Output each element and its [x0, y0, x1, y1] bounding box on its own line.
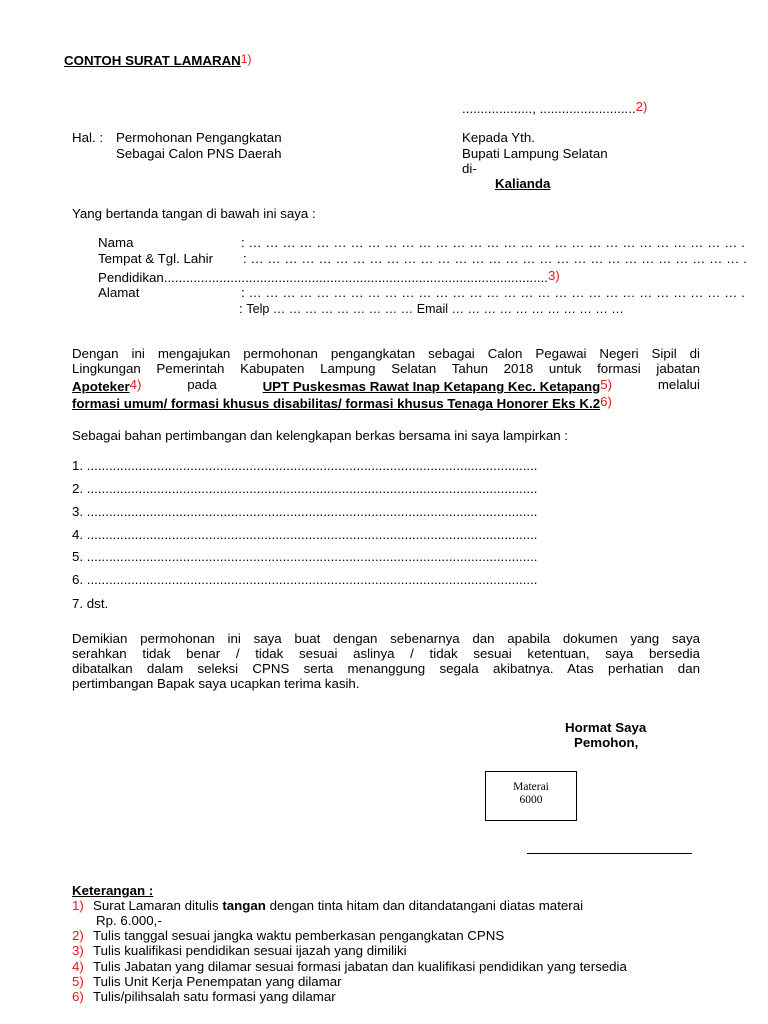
note-number: 2) — [72, 928, 84, 943]
intro-text: Yang bertanda tangan di bawah ini saya : — [72, 206, 316, 221]
closing-line-3: dibatalkan dalam seleksi CPNS serta menanggung segala akibatnya. Atas perhatian dan — [72, 661, 700, 676]
note-item — [72, 959, 627, 974]
position-ref: 4) — [129, 377, 142, 392]
regards-text: Hormat Saya — [565, 720, 647, 735]
field-contact — [239, 301, 624, 317]
note-item — [72, 928, 504, 943]
field-name-dots: : … … … … … … … … … … … … … … … … … … … … … … … … … … … … … . — [241, 235, 745, 250]
subject-line-2: Sebagai Calon PNS Daerah — [116, 146, 282, 161]
field-birth-dots: : … … … … … … … … … … … … … … … … … … … … … … … … … … … … … . — [243, 251, 747, 266]
body-line-1: Dengan ini mengajukan permohonan pengangkatan sebagai Calon Pegawai Negeri Sipil di — [72, 346, 700, 361]
subject-line-1: Permohonan Pengangkatan — [116, 130, 282, 145]
attachment-item: 6. .......................................................................................................................... — [72, 572, 538, 587]
notes-heading: Keterangan : — [72, 883, 154, 898]
attachment-item: 4. .......................................................................................................................... — [72, 527, 538, 542]
note-text-bold: tangan — [222, 898, 266, 913]
education-ref: 3) — [548, 268, 560, 283]
closing-line-4: pertimbangan Bapak saya ucapkan terima kasih. — [72, 676, 360, 691]
note-text: Tulis tanggal sesuai jangka waktu pemberkasan pengangkatan CPNS — [93, 928, 505, 943]
note-text: Tulis Jabatan yang dilamar sesuai formasi jabatan dan kualifikasi pendidikan yang tersedia — [93, 959, 627, 974]
note-item — [72, 989, 336, 1004]
note-text-post: dengan tinta hitam dan ditandatangani diatas materai — [265, 898, 584, 913]
note-number: 4) — [72, 959, 84, 974]
field-education — [98, 268, 560, 285]
note-item — [72, 898, 583, 913]
recipient-line-3: di- — [462, 161, 477, 176]
note-number: 6) — [72, 989, 84, 1004]
note-number: 1) — [72, 898, 84, 913]
attachment-item: 5. .......................................................................................................................... — [72, 549, 538, 564]
note-text: Tulis/pilihsalah satu formasi yang dilamar — [93, 989, 336, 1004]
body-line-3 — [72, 377, 700, 394]
formation-text: formasi umum/ formasi khusus disabilitas/ formasi khusus Tenaga Honorer Eks K.2 — [72, 396, 601, 411]
body-line-2: Lingkungan Pemerintah Kabupaten Lampung Selatan Tahun 2018 untuk formasi jabatan — [72, 361, 700, 376]
pada-text: pada — [187, 377, 217, 392]
title-ref: 1) — [240, 52, 252, 66]
field-name-label: Nama — [98, 235, 134, 250]
date-ref: 2) — [635, 99, 648, 114]
field-email: Email … … … … … … … … … … … — [416, 302, 624, 316]
unit-ref: 5) — [600, 377, 613, 392]
attachment-item: 1. .......................................................................................................................... — [72, 458, 538, 473]
field-address-label: Alamat — [98, 285, 140, 300]
stamp-line-2: 6000 — [519, 794, 543, 806]
note-number: 3) — [72, 943, 84, 958]
note-text: Tulis kualifikasi pendidikan sesuai ijazah yang dimiliki — [93, 943, 407, 958]
note-text-pre: Surat Lamaran ditulis — [93, 898, 223, 913]
attachment-item: 7. dst. — [72, 596, 109, 611]
field-address-dots: : … … … … … … … … … … … … … … … … … … … … … … … … … … … … … . — [241, 285, 745, 300]
attachment-item: 2. .......................................................................................................................... — [72, 481, 538, 496]
field-birth-label: Tempat & Tgl. Lahir — [98, 251, 214, 266]
note-item — [72, 974, 342, 989]
signature-line — [527, 853, 692, 854]
position-text: Apoteker — [72, 379, 130, 394]
field-telp: Telp … … … … … … … … … — [246, 302, 414, 316]
unit-text: UPT Puskesmas Rawat Inap Ketapang Kec. Ketapang — [262, 379, 601, 394]
materai-stamp-box — [485, 771, 577, 821]
attachment-item: 3. .......................................................................................................................... — [72, 504, 538, 519]
role-text: Pemohon, — [574, 735, 639, 750]
recipient-line-1: Kepada Yth. — [462, 130, 535, 145]
recipient-line-2: Bupati Lampung Selatan — [462, 146, 608, 161]
melalui-text: melalui — [657, 377, 700, 392]
note-item-continuation: Rp. 6.000,- — [96, 913, 162, 928]
date-dots: ..................., .......................... — [462, 101, 636, 116]
letter-title — [64, 52, 251, 68]
date-line — [462, 99, 647, 116]
closing-line-2: serahkan tidak benar / tidak sesuai aslinya / tidak sesuai ketentuan, saya bersedia — [72, 646, 700, 661]
recipient-city: Kalianda — [495, 176, 551, 191]
attachments-intro: Sebagai bahan pertimbangan dan kelengkapan berkas bersama ini saya lampirkan : — [72, 428, 568, 443]
note-number: 5) — [72, 974, 84, 989]
note-item — [72, 943, 407, 958]
subject-label: Hal. : — [72, 130, 104, 145]
formation-ref: 6) — [600, 394, 612, 409]
closing-line-1: Demikian permohonan ini saya buat dengan sebenarnya dan apabila dokumen yang saya — [72, 631, 700, 646]
field-education-text: Pendidikan........................................................................................................ — [98, 270, 549, 285]
contact-colon: : — [239, 301, 243, 316]
title-text: CONTOH SURAT LAMARAN — [64, 53, 241, 68]
note-text: Tulis Unit Kerja Penempatan yang dilamar — [93, 974, 342, 989]
stamp-line-1: Materai — [513, 781, 549, 793]
body-line-4 — [72, 394, 612, 411]
